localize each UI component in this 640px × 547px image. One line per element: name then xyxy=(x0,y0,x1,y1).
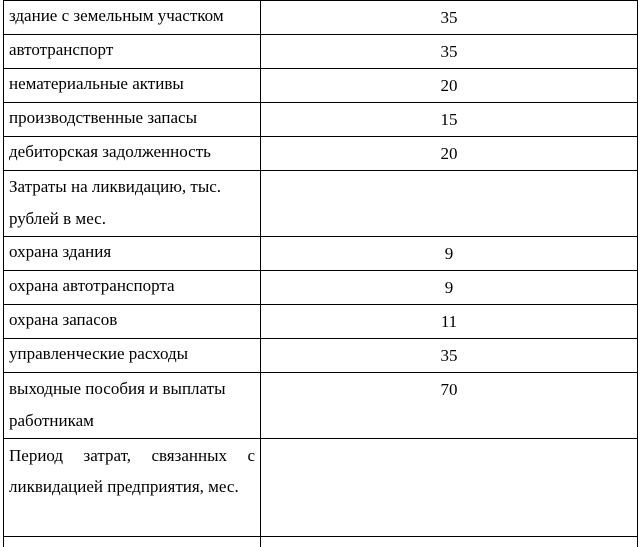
row-value: 35 xyxy=(261,339,638,373)
table-row-cut xyxy=(4,537,638,547)
row-label: охрана запасов xyxy=(4,305,261,339)
row-value: 11 xyxy=(261,305,638,339)
row-value: 35 xyxy=(261,1,638,35)
row-value-empty xyxy=(261,537,638,547)
row-value: 9 xyxy=(261,237,638,271)
row-label: охрана здания xyxy=(4,237,261,271)
row-value: 70 xyxy=(261,373,638,439)
table-row xyxy=(4,69,638,103)
table-row xyxy=(4,339,638,373)
row-label: дебиторская задолженность xyxy=(4,137,261,171)
table-row xyxy=(4,305,638,339)
row-label: здание с земельным участком xyxy=(4,1,261,35)
row-value: 35 xyxy=(261,35,638,69)
table-row xyxy=(4,271,638,305)
table-row xyxy=(4,171,638,237)
table-row xyxy=(4,103,638,137)
data-table xyxy=(3,0,638,547)
table-row xyxy=(4,237,638,271)
row-label: нематериальные активы xyxy=(4,69,261,103)
row-value xyxy=(261,171,638,237)
row-label: автотранспорт xyxy=(4,35,261,69)
row-label: охрана автотранспорта xyxy=(4,271,261,305)
table-row xyxy=(4,35,638,69)
row-label: управленческие расходы xyxy=(4,339,261,373)
row-value xyxy=(261,439,638,537)
row-label-empty xyxy=(4,537,261,547)
row-value: 15 xyxy=(261,103,638,137)
table-row xyxy=(4,373,638,439)
row-value: 9 xyxy=(261,271,638,305)
table-row xyxy=(4,137,638,171)
row-label: производственные запасы xyxy=(4,103,261,137)
row-label: Затраты на ликвидацию, тыс. рублей в мес. xyxy=(4,171,261,237)
row-value: 20 xyxy=(261,137,638,171)
row-label: Период затрат, связанных с ликвидацией предприятия, мес. xyxy=(4,439,261,537)
row-label: выходные пособия и выплаты работникам xyxy=(4,373,261,439)
table-row xyxy=(4,1,638,35)
table-row xyxy=(4,439,638,537)
row-value: 20 xyxy=(261,69,638,103)
